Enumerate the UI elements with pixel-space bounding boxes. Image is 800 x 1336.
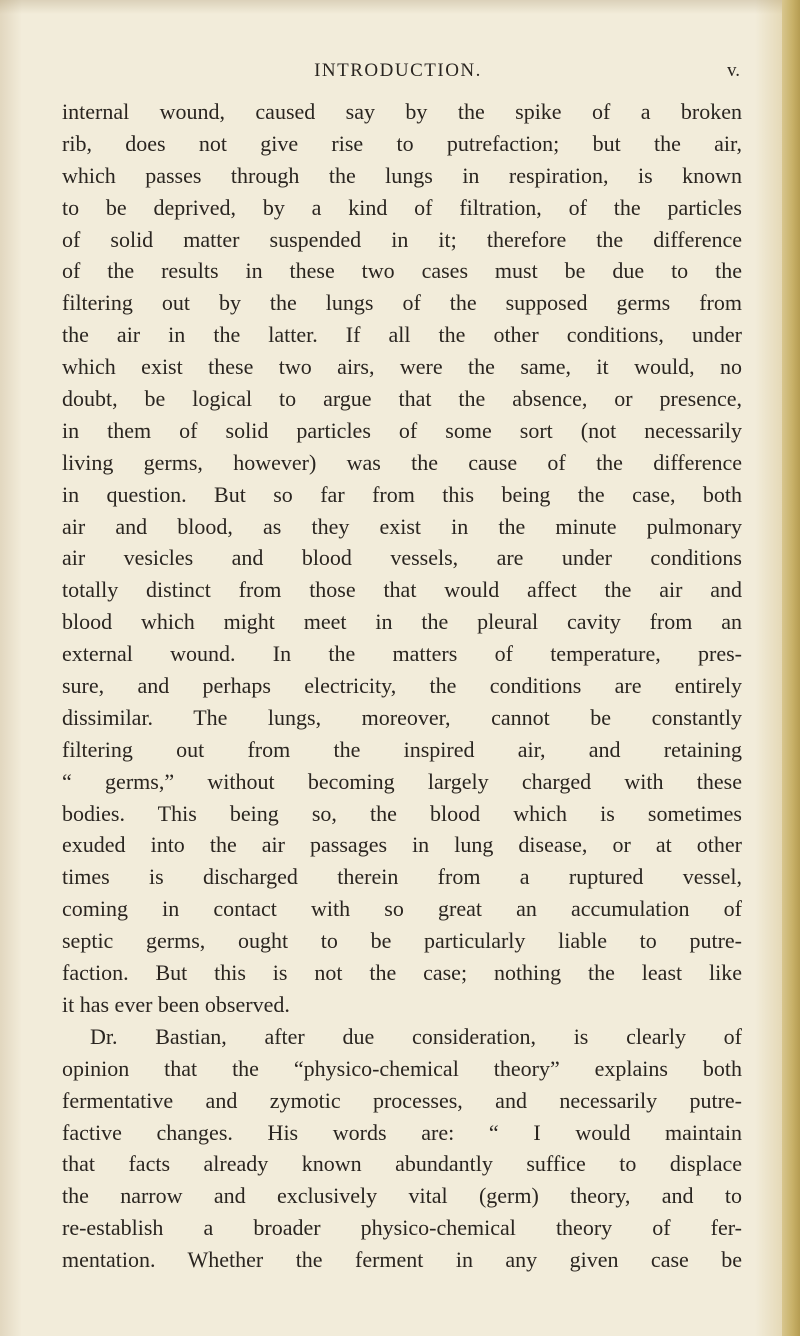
text-line: living germs, however) was the cause of the difference xyxy=(62,449,742,475)
text-line: Dr. Bastian, after due consideration, is clearly of xyxy=(90,1023,742,1049)
text-line: air vesicles and blood vessels, are under conditions xyxy=(62,545,742,571)
text-line: of the results in these two cases must be due to the xyxy=(62,258,742,284)
text-line: it has ever been observed. xyxy=(62,991,290,1017)
page-number: v. xyxy=(726,60,740,81)
text-line: of solid matter suspended in it; therefore the difference xyxy=(62,226,742,252)
text-line: external wound. In the matters of temperature, pres- xyxy=(62,641,742,667)
text-line: to be deprived, by a kind of filtration, of the particles xyxy=(62,194,742,220)
text-line: filtering out from the inspired air, and retaining xyxy=(62,736,742,762)
text-line: factive changes. His words are: “ I would maintain xyxy=(62,1119,742,1145)
text-line: which exist these two airs, were the same, it would, no xyxy=(62,354,742,380)
text-line: coming in contact with so great an accumulation of xyxy=(62,896,742,922)
text-line: times is discharged therein from a ruptured vessel, xyxy=(62,864,742,890)
text-line: “ germs,” without becoming largely charged with these xyxy=(62,768,742,794)
text-line: mentation. Whether the ferment in any given case be xyxy=(62,1247,742,1273)
text-line: bodies. This being so, the blood which is sometimes xyxy=(62,800,742,826)
text-line: filtering out by the lungs of the supposed germs from xyxy=(62,290,742,316)
text-line: in them of solid particles of some sort (not necessarily xyxy=(62,417,742,443)
text-line: in question. But so far from this being the case, both xyxy=(62,481,742,507)
text-line: rib, does not give rise to putrefaction; but the air, xyxy=(62,130,742,156)
text-line: which passes through the lungs in respiration, is known xyxy=(62,162,742,188)
text-line: septic germs, ought to be particularly liable to putre- xyxy=(62,928,742,954)
text-line: doubt, be logical to argue that the absence, or presence, xyxy=(62,386,742,412)
text-line: faction. But this is not the case; nothing the least like xyxy=(62,960,742,986)
text-line: exuded into the air passages in lung disease, or at other xyxy=(62,832,742,858)
text-line: sure, and perhaps electricity, the conditions are entirely xyxy=(62,673,742,699)
page-edge xyxy=(782,0,800,1336)
text-line: that facts already known abundantly suffice to displace xyxy=(62,1151,742,1177)
text-line: re-establish a broader physico-chemical theory of fer- xyxy=(62,1215,742,1241)
body-text xyxy=(62,96,742,1276)
text-line: dissimilar. The lungs, moreover, cannot be constantly xyxy=(62,704,742,730)
text-line: blood which might meet in the pleural cavity from an xyxy=(62,609,742,635)
text-line: internal wound, caused say by the spike of a broken xyxy=(62,99,742,124)
running-head: INTRODUCTION. xyxy=(314,60,482,81)
text-line: the narrow and exclusively vital (germ) theory, and to xyxy=(62,1183,742,1209)
text-line: opinion that the “physico-chemical theory” explains both xyxy=(62,1055,742,1081)
text-line: fermentative and zymotic processes, and necessarily putre- xyxy=(62,1087,742,1113)
text-line: the air in the latter. If all the other conditions, under xyxy=(62,322,742,348)
text-line: air and blood, as they exist in the minute pulmonary xyxy=(62,513,742,539)
text-line: totally distinct from those that would affect the air and xyxy=(62,577,742,603)
page-header xyxy=(58,60,738,90)
